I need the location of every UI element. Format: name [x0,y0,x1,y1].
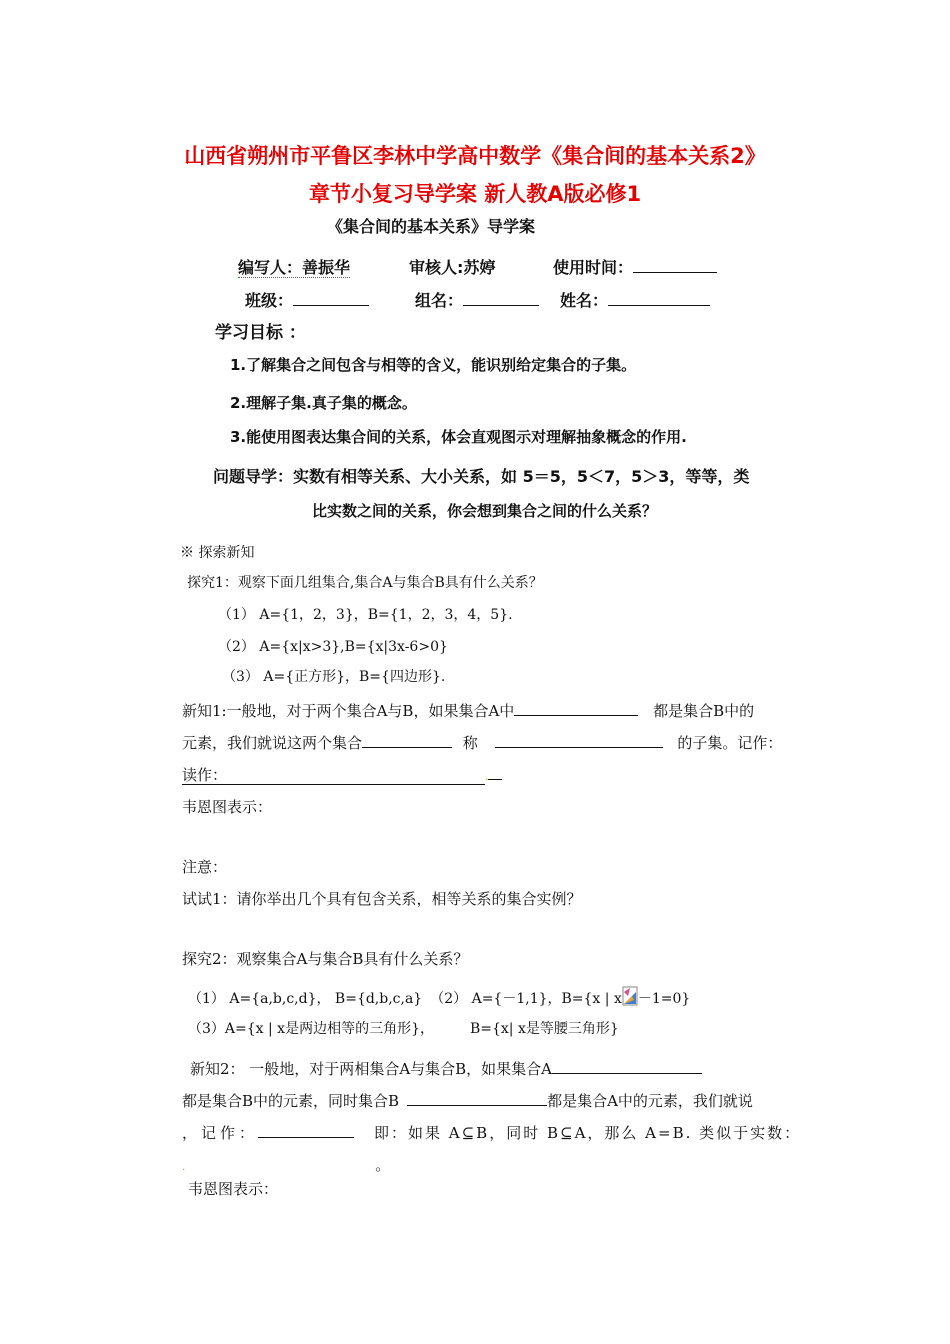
subtitle: 《集合间的基本关系》导学案 [327,217,536,236]
stray-mark: . [485,772,489,783]
newknow2-line1: 新知2： 一般地，对于两相集合A与集合B，如果集合A [190,1058,702,1079]
newknow1-line1: 新知1:一般地，对于两个集合A与B，如果集合A中 都是集合B中的 [182,702,755,720]
goals-heading: 学习目标 ： [215,323,306,343]
newknow2-blank-3[interactable] [258,1123,354,1138]
explore1-item-2: （2） A={x|x>3},B={x|3x-6>0} [218,639,448,655]
explore-heading: ※ 探索新知 [180,545,255,561]
goal-item-3: 3.能使用图表达集合间的关系，体会直观图示对理解抽象概念的作用. [230,428,687,446]
document-title-line1: 山西省朔州市平鲁区李林中学高中数学《集合间的基本关系2》 [184,144,766,168]
newknow1-line2: 元素，我们就说这两个集合 称 的子集。记作： [182,734,783,752]
class-label: 班级： [245,288,369,311]
question-guide-line2: 比实数之间的关系，你会想到集合之间的什么关系？ [312,502,658,520]
explore1-heading: 探究1：观察下面几组集合,集合A与集合B具有什么关系？ [187,575,543,591]
time-label: 使用时间： [553,255,717,278]
newknow1-blank-2[interactable] [362,733,452,748]
broken-image-icon [622,986,638,1006]
venn-label-1: 韦恩图表示： [182,798,273,816]
venn-label-2: 韦恩图表示： [188,1180,279,1198]
explore1-item-1: （1） A={1，2，3}，B={1，2，3，4，5}. [218,607,513,623]
time-blank[interactable] [633,258,717,273]
author-label: 编写人：善振华 [238,258,351,277]
note-label: 注意： [182,858,228,876]
explore2-heading: 探究2：观察集合A与集合B具有什么关系？ [182,950,469,968]
newknow2-blank-1[interactable] [552,1059,702,1074]
newknow2-line4: . 。 [182,1156,391,1174]
name-label: 姓名： [560,288,710,311]
try1-text: 试试1：请你举出几个具有包含关系，相等关系的集合实例？ [182,890,582,908]
group-label: 组名： [415,288,539,311]
newknow1-blank-4[interactable] [488,765,502,780]
question-guide-line1: 问题导学：实数有相等关系、大小关系，如 5＝5，5＜7，5＞3，等等，类 [213,467,750,486]
reviewer-label: 审核人:苏婷 [409,258,496,277]
class-blank[interactable] [293,291,369,306]
newknow1-line3: 读作： . [182,764,502,785]
name-blank[interactable] [608,291,710,306]
newknow1-blank-1[interactable] [514,701,638,716]
goal-item-2: 2.理解子集.真子集的概念。 [230,394,417,412]
newknow2-line2: 都是集合B中的元素，同时集合B 都是集合A中的元素，我们就说 [182,1092,753,1110]
newknow2-blank-2[interactable] [407,1091,547,1106]
newknow1-blank-3[interactable] [495,733,663,748]
document-title-line2: 章节小复习导学案 新人教A版必修1 [308,182,642,206]
group-blank[interactable] [463,291,539,306]
explore1-item-3: （3） A={正方形}，B={四边形}. [222,669,446,685]
explore2-row2: （3）A={x | x是两边相等的三角形}， B={x| x是等腰三角形} [188,1021,619,1037]
newknow2-line3: ，记作： 即：如果 A⊆B，同时 B⊆A，那么 A=B. 类似于实数： [182,1124,802,1142]
goal-item-1: 1.了解集合之间包含与相等的含义，能识别给定集合的子集。 [230,356,637,374]
explore2-row1: （1） A={a,b,c,d}， B={d,b,c,a} （2） A={－1,1}，B={x | x －1=0} [188,986,690,1008]
